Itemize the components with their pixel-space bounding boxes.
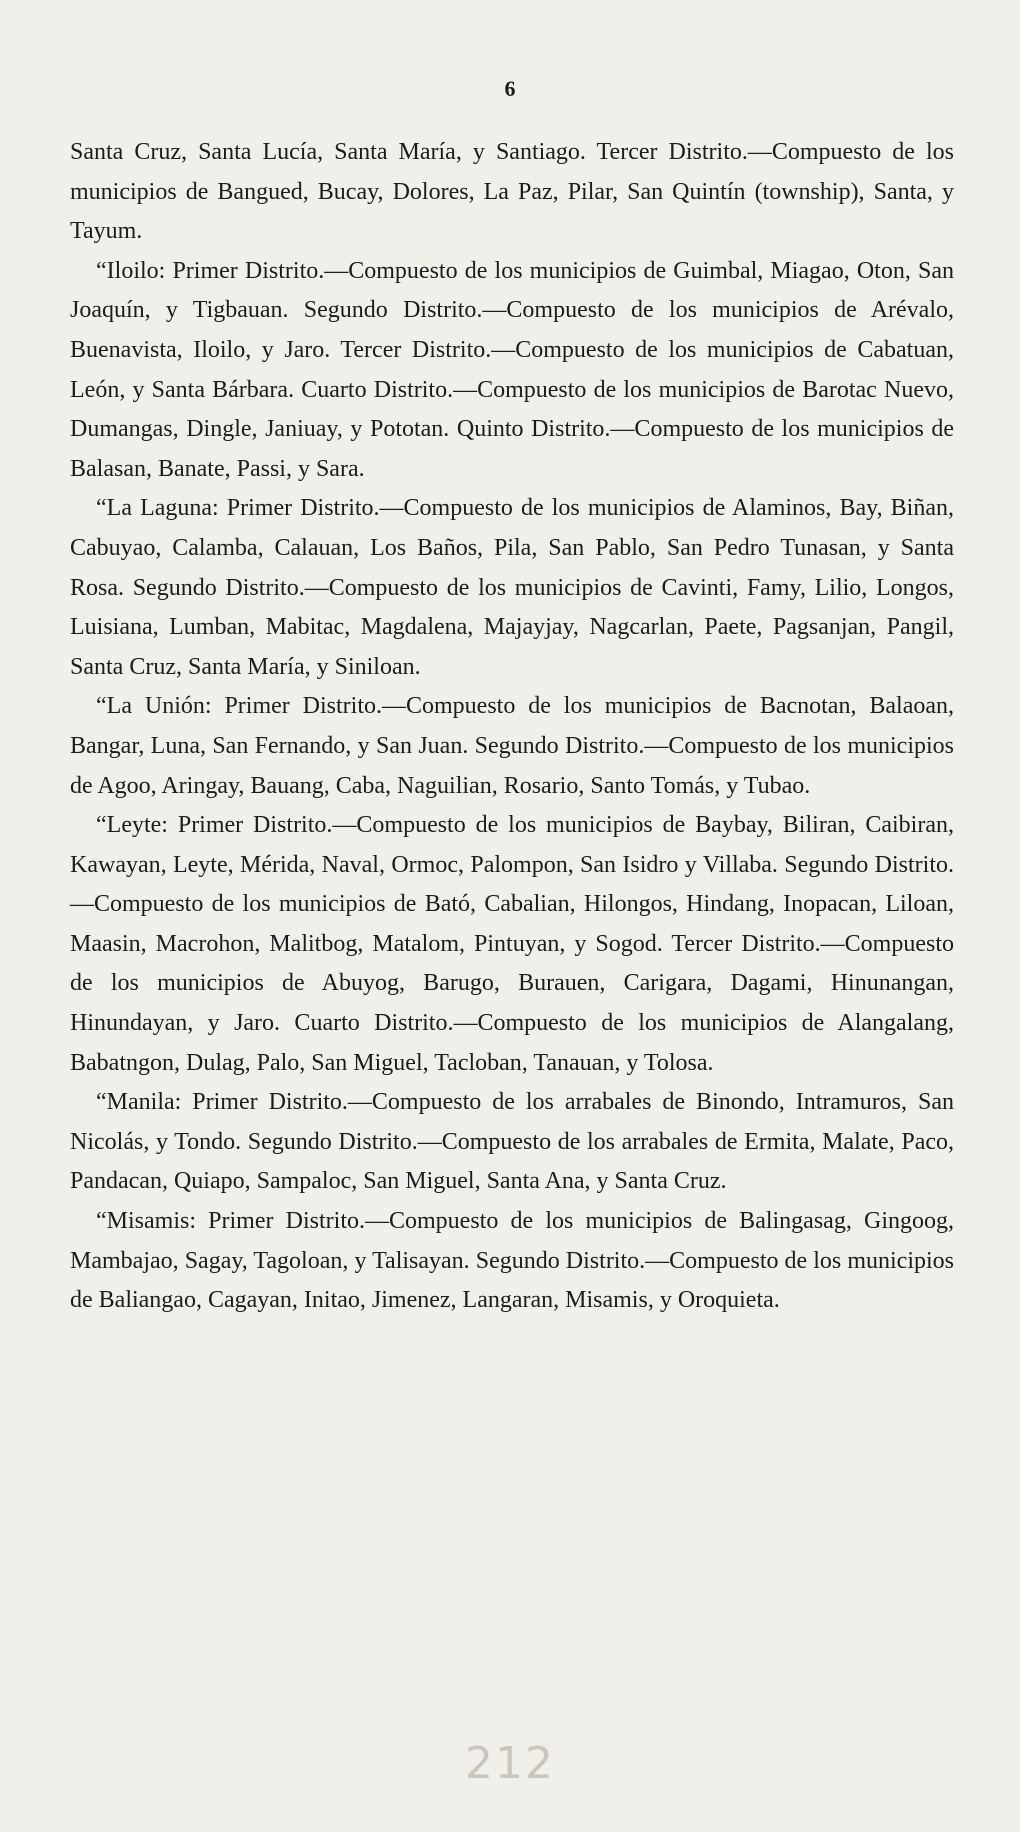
paragraph-misamis: “Misamis: Primer Distrito.—Compuesto de los municipios de Balingasag, Gingoog, Mambajao, Sagay, Tagoloan, y Talisayan. Segundo Distrito.—Compuesto de los municipios de Baliangao, Cagayan, Initao, Jimenez, Langaran, Misamis, y Oroquieta. — [70, 1208, 954, 1314]
folio-number: 212 — [465, 1738, 555, 1789]
paragraph-manila: “Manila: Primer Distrito.—Compuesto de los arrabales de Binondo, Intramuros, San Nicolás, y Tondo. Segundo Distrito.—Compuesto de los arrabales de Ermita, Malate, Paco, Pandacan, Quiapo, Sampaloc, San Miguel, Santa Ana, y Santa Cruz. — [70, 1089, 954, 1195]
page-number: 6 — [504, 76, 516, 101]
paragraph-la-union: “La Unión: Primer Distrito.—Compuesto de los municipios de Bacnotan, Balaoan, Bangar, Luna, San Fernando, y San Juan. Segundo Distrito.—Compuesto de los municipios de Agoo, Aringay, Bauang, Caba, Naguilian, Rosario, Santo Tomás, y Tubao. — [70, 693, 954, 799]
paragraph-leyte: “Leyte: Primer Distrito.—Compuesto de los municipios de Baybay, Biliran, Caibiran, Kawayan, Leyte, Mérida, Naval, Ormoc, Palompon, San Isidro y Villaba. Segundo Distrito.—Compuesto de los municipios de Bató, Cabalian, Hilongos, Hindang, Inopacan, Liloan, Maasin, Macrohon, Malitbog, Matalom, Pintuyan, y Sogod. Tercer Distrito.—Compuesto de los municipios de Abuyog, Barugo, Burauen, Carigara, Dagami, Hinunangan, Hinundayan, y Jaro. Cuarto Distrito.—Compuesto de los municipios de Alangalang, Babatngon, Dulag, Palo, San Miguel, Tacloban, Tanauan, y Tolosa. — [70, 812, 954, 1076]
paragraph-la-laguna: “La Laguna: Primer Distrito.—Compuesto de los municipios de Alaminos, Bay, Biñan, Cabuyao, Calamba, Calauan, Los Baños, Pila, San Pablo, San Pedro Tunasan, y Santa Rosa. Segundo Distrito.—Compuesto de los municipios de Cavinti, Famy, Lilio, Longos, Luisiana, Lumban, Mabitac, Magdalena, Majayjay, Nagcarlan, Paete, Pagsanjan, Pangil, Santa Cruz, Santa María, y Siniloan. — [70, 495, 954, 680]
paragraph-iloilo: “Iloilo: Primer Distrito.—Compuesto de los municipios de Guimbal, Miagao, Oton, San Joaquín, y Tigbauan. Segundo Distrito.—Compuesto de los municipios de Arévalo, Buenavista, Iloilo, y Jaro. Tercer Distrito.—Compuesto de los municipios de Cabatuan, León, y Santa Bárbara. Cuarto Distrito.—Compuesto de los municipios de Barotac Nuevo, Dumangas, Dingle, Janiuay, y Pototan. Quinto Distrito.—Compuesto de los municipios de Balasan, Banate, Passi, y Sara. — [70, 257, 954, 482]
body-text — [70, 133, 954, 1321]
paragraph-abra-continuation: Santa Cruz, Santa Lucía, Santa María, y Santiago. Tercer Distrito.—Compuesto de los municipios de Bangued, Bucay, Dolores, La Paz, Pilar, San Quintín (township), Santa, y Tayum. — [70, 139, 954, 245]
